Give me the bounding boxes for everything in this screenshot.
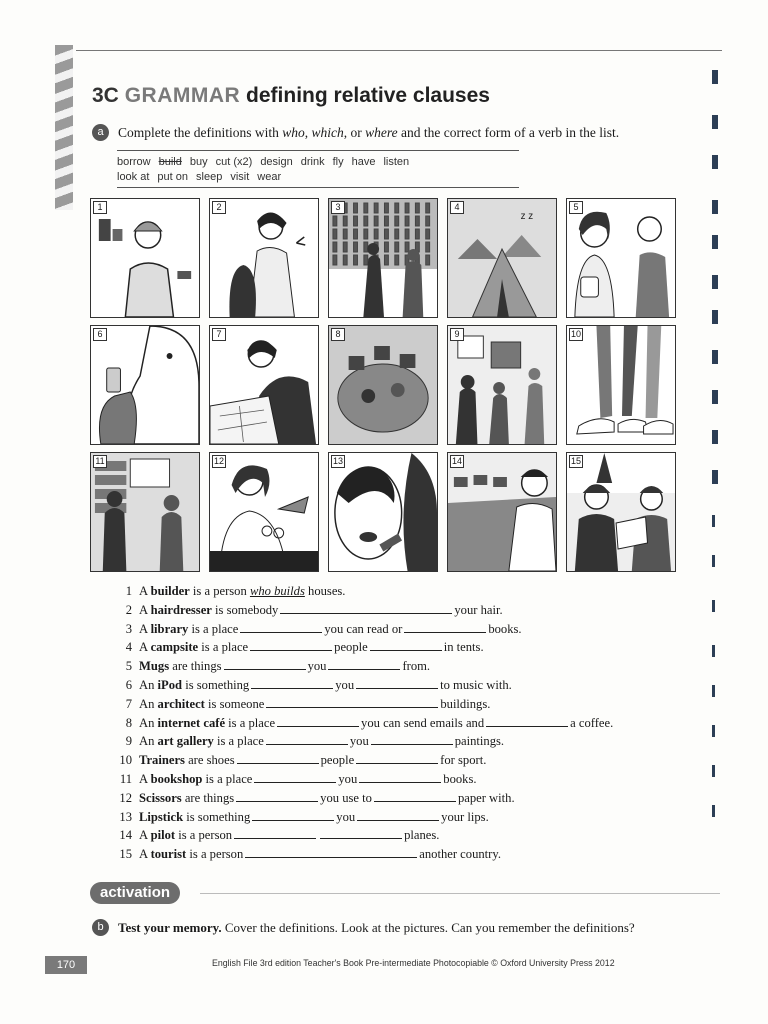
answer-blank[interactable] (254, 773, 336, 783)
picture-number: 15 (571, 456, 582, 466)
picture-tourist (566, 452, 676, 572)
article: A (139, 584, 151, 598)
answer-blank[interactable] (250, 641, 332, 651)
defined-word: Scissors (139, 790, 182, 805)
article: A (139, 640, 151, 655)
activation-heading: activation (90, 882, 180, 904)
edge-mark (712, 430, 718, 444)
edge-mark (712, 685, 715, 697)
illustration-hairdresser (210, 199, 318, 317)
defined-word: Lipstick (139, 809, 184, 824)
edge-mark (712, 805, 715, 817)
illustration-art-gallery (448, 326, 556, 444)
defined-word: hairdresser (150, 602, 212, 617)
answer-blank[interactable] (240, 623, 322, 633)
definition-row (108, 640, 688, 659)
definition-lead: is something (182, 677, 250, 692)
picture-internet-cafe (328, 325, 438, 445)
picture-number: 2 (212, 201, 226, 214)
illustration-mugs (567, 199, 675, 317)
definition-middle: you (307, 659, 327, 674)
picture-number: 9 (450, 328, 464, 341)
verb-list-line-2 (117, 170, 519, 185)
definition-middle: you (335, 677, 355, 692)
definition-tail: for sport. (440, 753, 487, 768)
instruction-part: , or (343, 124, 366, 140)
defined-word: Trainers (139, 753, 185, 768)
definition-row (108, 772, 688, 791)
answer-blank[interactable] (371, 735, 453, 745)
illustration-tourist (567, 453, 675, 571)
verb-word: fly (332, 156, 344, 168)
definition-row (108, 791, 688, 810)
definition-lead: are shoes (184, 753, 235, 768)
picture-scissors (209, 452, 319, 572)
picture-number: 14 (452, 456, 463, 466)
page-edge-marks (712, 60, 724, 940)
picture-number: 13 (333, 456, 344, 466)
illustration-trainers (567, 326, 675, 444)
answer-blank[interactable] (374, 792, 456, 802)
answer-blank[interactable] (486, 717, 568, 727)
answer-blank[interactable] (252, 811, 334, 821)
defined-word: iPod (157, 677, 183, 692)
illustration-internet-cafe (329, 326, 437, 444)
edge-mark (712, 115, 718, 129)
edge-mark (712, 350, 718, 364)
definition-tail: to music with. (440, 677, 512, 692)
picture-art-gallery (447, 325, 557, 445)
illustration-lipstick (329, 453, 437, 571)
definition-middle: your hair. (454, 602, 503, 617)
picture-architect (209, 325, 319, 445)
definition-lead: is a person (189, 584, 250, 598)
picture-number: 8 (331, 328, 345, 341)
answer-blank[interactable] (280, 604, 452, 614)
instruction-text (118, 125, 619, 141)
definition-tail: planes. (404, 828, 440, 843)
instruction-part: , (304, 124, 312, 140)
verb-word: design (260, 156, 293, 168)
picture-builder (90, 198, 200, 318)
picture-number: 1 (93, 201, 107, 214)
exercise-a-badge: a (92, 124, 109, 141)
definition-row (108, 603, 688, 622)
article: A (139, 828, 151, 843)
activation-rule (200, 893, 720, 894)
definition-row (108, 659, 688, 678)
article: An (139, 677, 158, 692)
article: A (139, 847, 151, 862)
definition-middle: you (349, 734, 369, 749)
illustration-bookshop (91, 453, 199, 571)
definition-text (139, 828, 439, 843)
picture-mugs (566, 198, 676, 318)
verb-word: listen (383, 156, 410, 168)
answer-blank[interactable] (356, 754, 438, 764)
definition-number: 2 (125, 602, 132, 617)
edge-mark (712, 600, 715, 612)
picture-lipstick (328, 452, 438, 572)
picture-number: 7 (212, 328, 226, 341)
definition-text (139, 753, 486, 768)
answer-blank[interactable] (251, 679, 333, 689)
decorative-stripe (55, 45, 73, 210)
definition-middle: you can send emails and (361, 715, 485, 730)
footer-credit: English File 3rd edition Teacher's Book Pre-intermediate Photocopiable © Oxford University Press 2012 (212, 958, 615, 968)
exercise-a-instruction (92, 124, 619, 141)
exercise-b-rest: Cover the definitions. Look at the pictures. Can you remember the definitions? (221, 919, 635, 935)
defined-word: bookshop (150, 771, 203, 786)
definition-lead: is a place (202, 771, 253, 786)
answer-blank[interactable] (237, 754, 319, 764)
edge-mark (712, 555, 715, 567)
answer-blank[interactable] (234, 829, 316, 839)
answer-blank[interactable] (357, 811, 439, 821)
definition-text (139, 791, 515, 806)
picture-hairdresser (209, 198, 319, 318)
picture-pilot (447, 452, 557, 572)
edge-mark (712, 645, 715, 657)
definition-text (139, 772, 477, 787)
definition-row (108, 622, 688, 641)
picture-campsite (447, 198, 557, 318)
definition-lead: are things (169, 659, 222, 674)
definition-text (139, 622, 522, 637)
definition-number: 1 (125, 584, 132, 598)
definition-text (139, 678, 512, 693)
illustration-campsite (448, 199, 556, 317)
verb-word: wear (257, 171, 282, 183)
definition-row (108, 697, 688, 716)
definition-number: 15 (119, 847, 132, 862)
verb-word: build (158, 156, 182, 168)
definition-lead: is someone (204, 696, 265, 711)
verb-word: visit (230, 171, 250, 183)
definition-number: 5 (125, 659, 132, 674)
definition-text (139, 716, 613, 731)
definition-lead: are things (181, 790, 235, 805)
definition-row (108, 716, 688, 735)
definition-number: 7 (125, 696, 132, 711)
answer-blank[interactable] (328, 660, 400, 670)
defined-word: internet café (157, 715, 226, 730)
article: A (139, 602, 151, 617)
definition-tail: your lips. (441, 809, 489, 824)
definition-middle: you can read or (324, 621, 403, 636)
edge-mark (712, 390, 718, 404)
answer-blank[interactable] (224, 660, 306, 670)
verb-word: borrow (117, 156, 151, 168)
definition-tail: books. (443, 771, 477, 786)
page-number: 170 (45, 956, 87, 974)
edge-mark (712, 155, 718, 169)
definition-lead: is a person (186, 847, 244, 862)
definition-row (108, 753, 688, 772)
section-number: 3C (92, 84, 119, 107)
picture-library (328, 198, 438, 318)
definition-row (108, 810, 688, 829)
answer-blank[interactable] (320, 829, 402, 839)
verb-word: put on (157, 171, 189, 183)
grammar-label: GRAMMAR (124, 84, 241, 107)
definition-text (139, 584, 345, 599)
definition-number: 10 (119, 753, 132, 768)
definition-middle: another country. (419, 847, 501, 862)
verb-list-line-1 (117, 155, 519, 170)
definition-lead: is something (183, 809, 251, 824)
definition-tail: paintings. (454, 734, 505, 749)
definition-middle: people (320, 753, 355, 768)
edge-mark (712, 470, 718, 484)
picture-grid (90, 198, 676, 572)
definition-number: 8 (125, 715, 132, 730)
definition-middle: people (334, 640, 368, 655)
definition-lead: is a person (175, 828, 233, 843)
definition-lead: is a place (198, 640, 249, 655)
definition-lead: is a place (188, 621, 239, 636)
definition-row (108, 847, 688, 866)
defined-word: builder (150, 584, 190, 598)
definitions-list (108, 584, 688, 866)
definition-tail: in tents. (443, 640, 484, 655)
defined-word: tourist (150, 847, 187, 862)
definition-middle: buildings. (440, 696, 491, 711)
exercise-b-text (118, 920, 635, 936)
definition-text (139, 847, 501, 862)
answer-blank[interactable] (266, 698, 438, 708)
picture-trainers (566, 325, 676, 445)
answer-blank[interactable] (236, 792, 318, 802)
definition-text (139, 659, 430, 674)
definition-tail: from. (402, 659, 431, 674)
illustration-builder (91, 199, 199, 317)
edge-mark (712, 725, 715, 737)
section-title (92, 84, 490, 108)
verb-list-box (117, 150, 519, 188)
verb-word: look at (117, 171, 150, 183)
defined-word: pilot (150, 828, 176, 843)
picture-number: 5 (569, 201, 583, 214)
edge-mark (712, 310, 718, 324)
defined-word: campsite (150, 640, 199, 655)
verb-word: cut (x2) (215, 156, 253, 168)
illustration-scissors (210, 453, 318, 571)
verb-word: buy (189, 156, 208, 168)
definition-text (139, 640, 484, 655)
definition-number: 12 (119, 790, 132, 805)
definition-number: 11 (119, 771, 132, 786)
defined-word: library (150, 621, 189, 636)
article: An (139, 715, 158, 730)
answer-blank[interactable] (266, 735, 348, 745)
picture-number: 3 (331, 201, 345, 214)
top-rule (76, 50, 722, 51)
illustration-ipod (91, 326, 199, 444)
article: A (139, 771, 151, 786)
illustration-pilot (448, 453, 556, 571)
definition-number: 6 (125, 677, 132, 692)
definition-text (139, 734, 504, 749)
illustration-architect (210, 326, 318, 444)
svg-text:z z: z z (520, 210, 534, 223)
illustration-library (329, 199, 437, 317)
answer-blank[interactable] (370, 641, 442, 651)
instruction-part: and the correct form of a verb in the list. (397, 124, 620, 140)
edge-mark (712, 515, 715, 527)
definition-text (139, 810, 489, 825)
picture-number: 6 (93, 328, 107, 341)
picture-ipod (90, 325, 200, 445)
keyword-who: who (282, 124, 305, 140)
answer-blank[interactable] (277, 717, 359, 727)
verb-word: drink (300, 156, 325, 168)
definition-number: 14 (119, 828, 132, 843)
verb-word: sleep (196, 171, 223, 183)
article: A (139, 621, 151, 636)
keyword-where: where (365, 124, 398, 140)
definition-text (139, 603, 503, 618)
definition-number: 3 (125, 621, 132, 636)
definition-tail: houses. (304, 584, 346, 598)
definition-middle: you (336, 809, 356, 824)
definition-lead: is a place (213, 734, 264, 749)
definition-tail: a coffee. (570, 715, 614, 730)
edge-mark (712, 765, 715, 777)
article: An (139, 696, 158, 711)
definition-row (108, 828, 688, 847)
defined-word: architect (157, 696, 205, 711)
picture-number: 12 (214, 456, 225, 466)
answer-blank[interactable] (404, 623, 486, 633)
definition-lead: is somebody (211, 602, 279, 617)
definition-lead: is a place (225, 715, 276, 730)
definition-number: 13 (119, 809, 132, 824)
picture-bookshop (90, 452, 200, 572)
definition-row (108, 734, 688, 753)
instruction-part: Complete the definitions with (118, 124, 283, 140)
keyword-which: which (311, 124, 344, 140)
exercise-b-instruction (92, 919, 635, 936)
definition-tail: books. (488, 621, 522, 636)
definition-middle: you (338, 771, 358, 786)
edge-mark (712, 200, 718, 214)
answer-blank[interactable] (356, 679, 438, 689)
answer-blank[interactable] (359, 773, 441, 783)
definition-row (108, 584, 688, 603)
answer-blank[interactable] (245, 848, 417, 858)
definition-tail: paper with. (457, 790, 515, 805)
definition-number: 4 (125, 640, 132, 655)
section-topic: defining relative clauses (246, 84, 490, 107)
example-answer: who builds (249, 584, 305, 598)
verb-word: have (351, 156, 376, 168)
article: An (139, 734, 158, 749)
picture-number: 10 (571, 329, 582, 339)
edge-mark (712, 70, 718, 84)
exercise-b-badge: b (92, 919, 109, 936)
exercise-b-bold: Test your memory. (118, 919, 222, 935)
defined-word: Mugs (139, 659, 170, 674)
picture-number: 4 (450, 201, 464, 214)
picture-number: 11 (93, 455, 107, 468)
edge-mark (712, 275, 718, 289)
definition-number: 9 (125, 734, 132, 749)
definition-middle: you use to (320, 790, 372, 805)
defined-word: art gallery (157, 734, 214, 749)
edge-mark (712, 235, 718, 249)
definition-text (139, 697, 490, 712)
definition-row (108, 678, 688, 697)
